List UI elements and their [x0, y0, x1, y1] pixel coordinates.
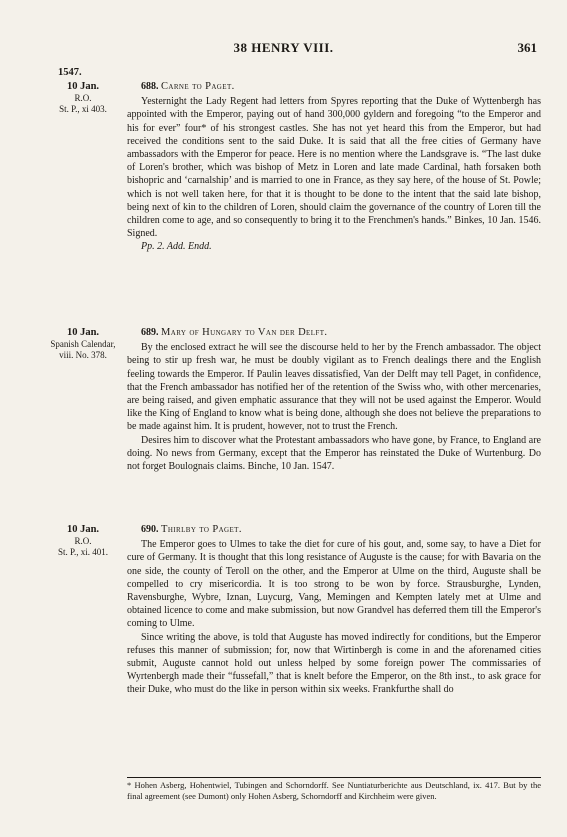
source-archive: Spanish Calendar,: [50, 339, 116, 349]
source-reference: St. P., xi 403.: [59, 103, 107, 114]
entry-heading-line: [127, 80, 541, 93]
entry-heading-line: [127, 326, 541, 339]
entry-date: 10 Jan.: [66, 327, 100, 338]
source-reference: viii. No. 378.: [59, 349, 107, 360]
page-number: 361: [517, 40, 537, 55]
running-title: 38 HENRY VIII.: [233, 40, 334, 55]
entry-number: 690.: [141, 524, 159, 535]
entry-date: 10 Jan.: [66, 81, 100, 92]
entry-body: [127, 523, 541, 697]
entry-heading-line: [127, 523, 541, 536]
margin-note: [44, 80, 122, 114]
entry-paragraph: Yesternight the Lady Regent had letters from Spyres reporting that the Duke of Wyttenbergh has appointed with the Emperor, paying out of hand 300,000 gyldern and foregoing “to the Emperor and his for ever” four* of his strongest castles. She has not yet heard this from the Emperor, but had received the conditions sent to the said Duke. It is said that all the free cities of Germany have ambassadors with the Emperor for peace. Here is no mention where the Landsgrave is. “The last duke of Loren's brother, which was bishop of Metz in Loren and late made Cardinal, hath forsaken both bishopric and ‘carnalship’ and is married to one in France, as they say here, of the house of St. Powle; which is not well taken here, for that it is thought to be done to the intent that the said late bishop, being next of kin to the children of Loren, should claim the governance of the country of Loren till the children come to age, and so consequently to bring it to the Frenchmen's hands.” Binkes, 10 Jan. 1546. Signed.: [127, 96, 541, 240]
footnote: * Hohen Asberg, Hohentwiel, Tubingen and Schorndorff. See Nuntiaturberichte aus Deutschland, ix. 417. But by the final agreement (see Dumont) only Hohen Asberg, Schorndorff and Kirchheim were given.: [127, 780, 541, 801]
entry-paragraph: Since writing the above, is told that Auguste has moved indirectly for conditions, but the Emperor refuses this manner of submission; for, now that Wirtinbergh is come in and the aforenamed cities submit, Auguste cannot hold out unless helped by some foreign power The commissaries of Wyrtenbergh made their “fussefall,” that is knelt before the Emperor, on the 8th inst., to ask grace for their Duke, who must do the like in person within six weeks. Frankfurthe shall do: [127, 631, 541, 696]
footnote-divider: [127, 777, 541, 778]
source-archive: R.O.: [74, 536, 92, 546]
entry-heading: Mary of Hungary to Van der Delft.: [161, 327, 328, 338]
entry-date: 10 Jan.: [66, 524, 100, 535]
entry-body: [127, 80, 541, 254]
entry-paragraph: Desires him to discover what the Protestant ambassadors who have gone, by France, to England are doing. No news from Germany, except that the Emperor has reinstated the Duke of Wurtenburg. Do not forget Boulognais claims. Binche, 10 Jan. 1547.: [127, 434, 541, 473]
entry-number: 689.: [141, 327, 159, 338]
entry-meta: Pp. 2. Add. Endd.: [141, 241, 212, 253]
entry-paragraph: The Emperor goes to Ulmes to take the diet for cure of his gout, and, some say, to have a Diet for cure of Germany. It is thought that this long resistance of Auguste is the cause; for with Bavaria on the one side, the county of Teroll on the other, and the Emperor at Ulme on the third, Auguste shall be compelled to cry misericordia. It is too strong to be won by force. Strausburghe, Lynden, Ravensburghe, Wybre, Iznan, Luycurg, Vang, Memingen and Kempten lately met at Ulme and obtained licence to come and make submission, but now Grandvel has deferred them till the Emperor's coming to Ulme.: [127, 539, 541, 630]
margin-note: [44, 523, 122, 557]
source-archive: R.O.: [74, 93, 92, 103]
entry-body: [127, 326, 541, 473]
running-head: [0, 40, 567, 60]
entry-heading: Thirlby to Paget.: [161, 524, 242, 535]
entry-number: 688.: [141, 81, 159, 92]
entry-paragraph: By the enclosed extract he will see the discourse held to her by the French ambassador. The object being to stir up fresh war, he must be doubly vigilant as to French dealings there and the English feeling towards the Emperor. If Paulin leaves dissatisfied, Van der Delft may tell Paget, in confidence, that the French ambassador has notified her of the retention of the Swiss who, with other mercenaries, are being raised, and given emphatic assurance that they will not be used against the Emperor. Would like the King of England to know what is being done, although she does not believe the preparations to be made against him. It is prudent, however, not to trust the French.: [127, 342, 541, 433]
year-heading: 1547.: [58, 67, 82, 78]
source-reference: St. P., xi. 401.: [57, 546, 108, 557]
entry-heading: Carne to Paget.: [161, 81, 235, 92]
margin-note: [44, 326, 122, 360]
